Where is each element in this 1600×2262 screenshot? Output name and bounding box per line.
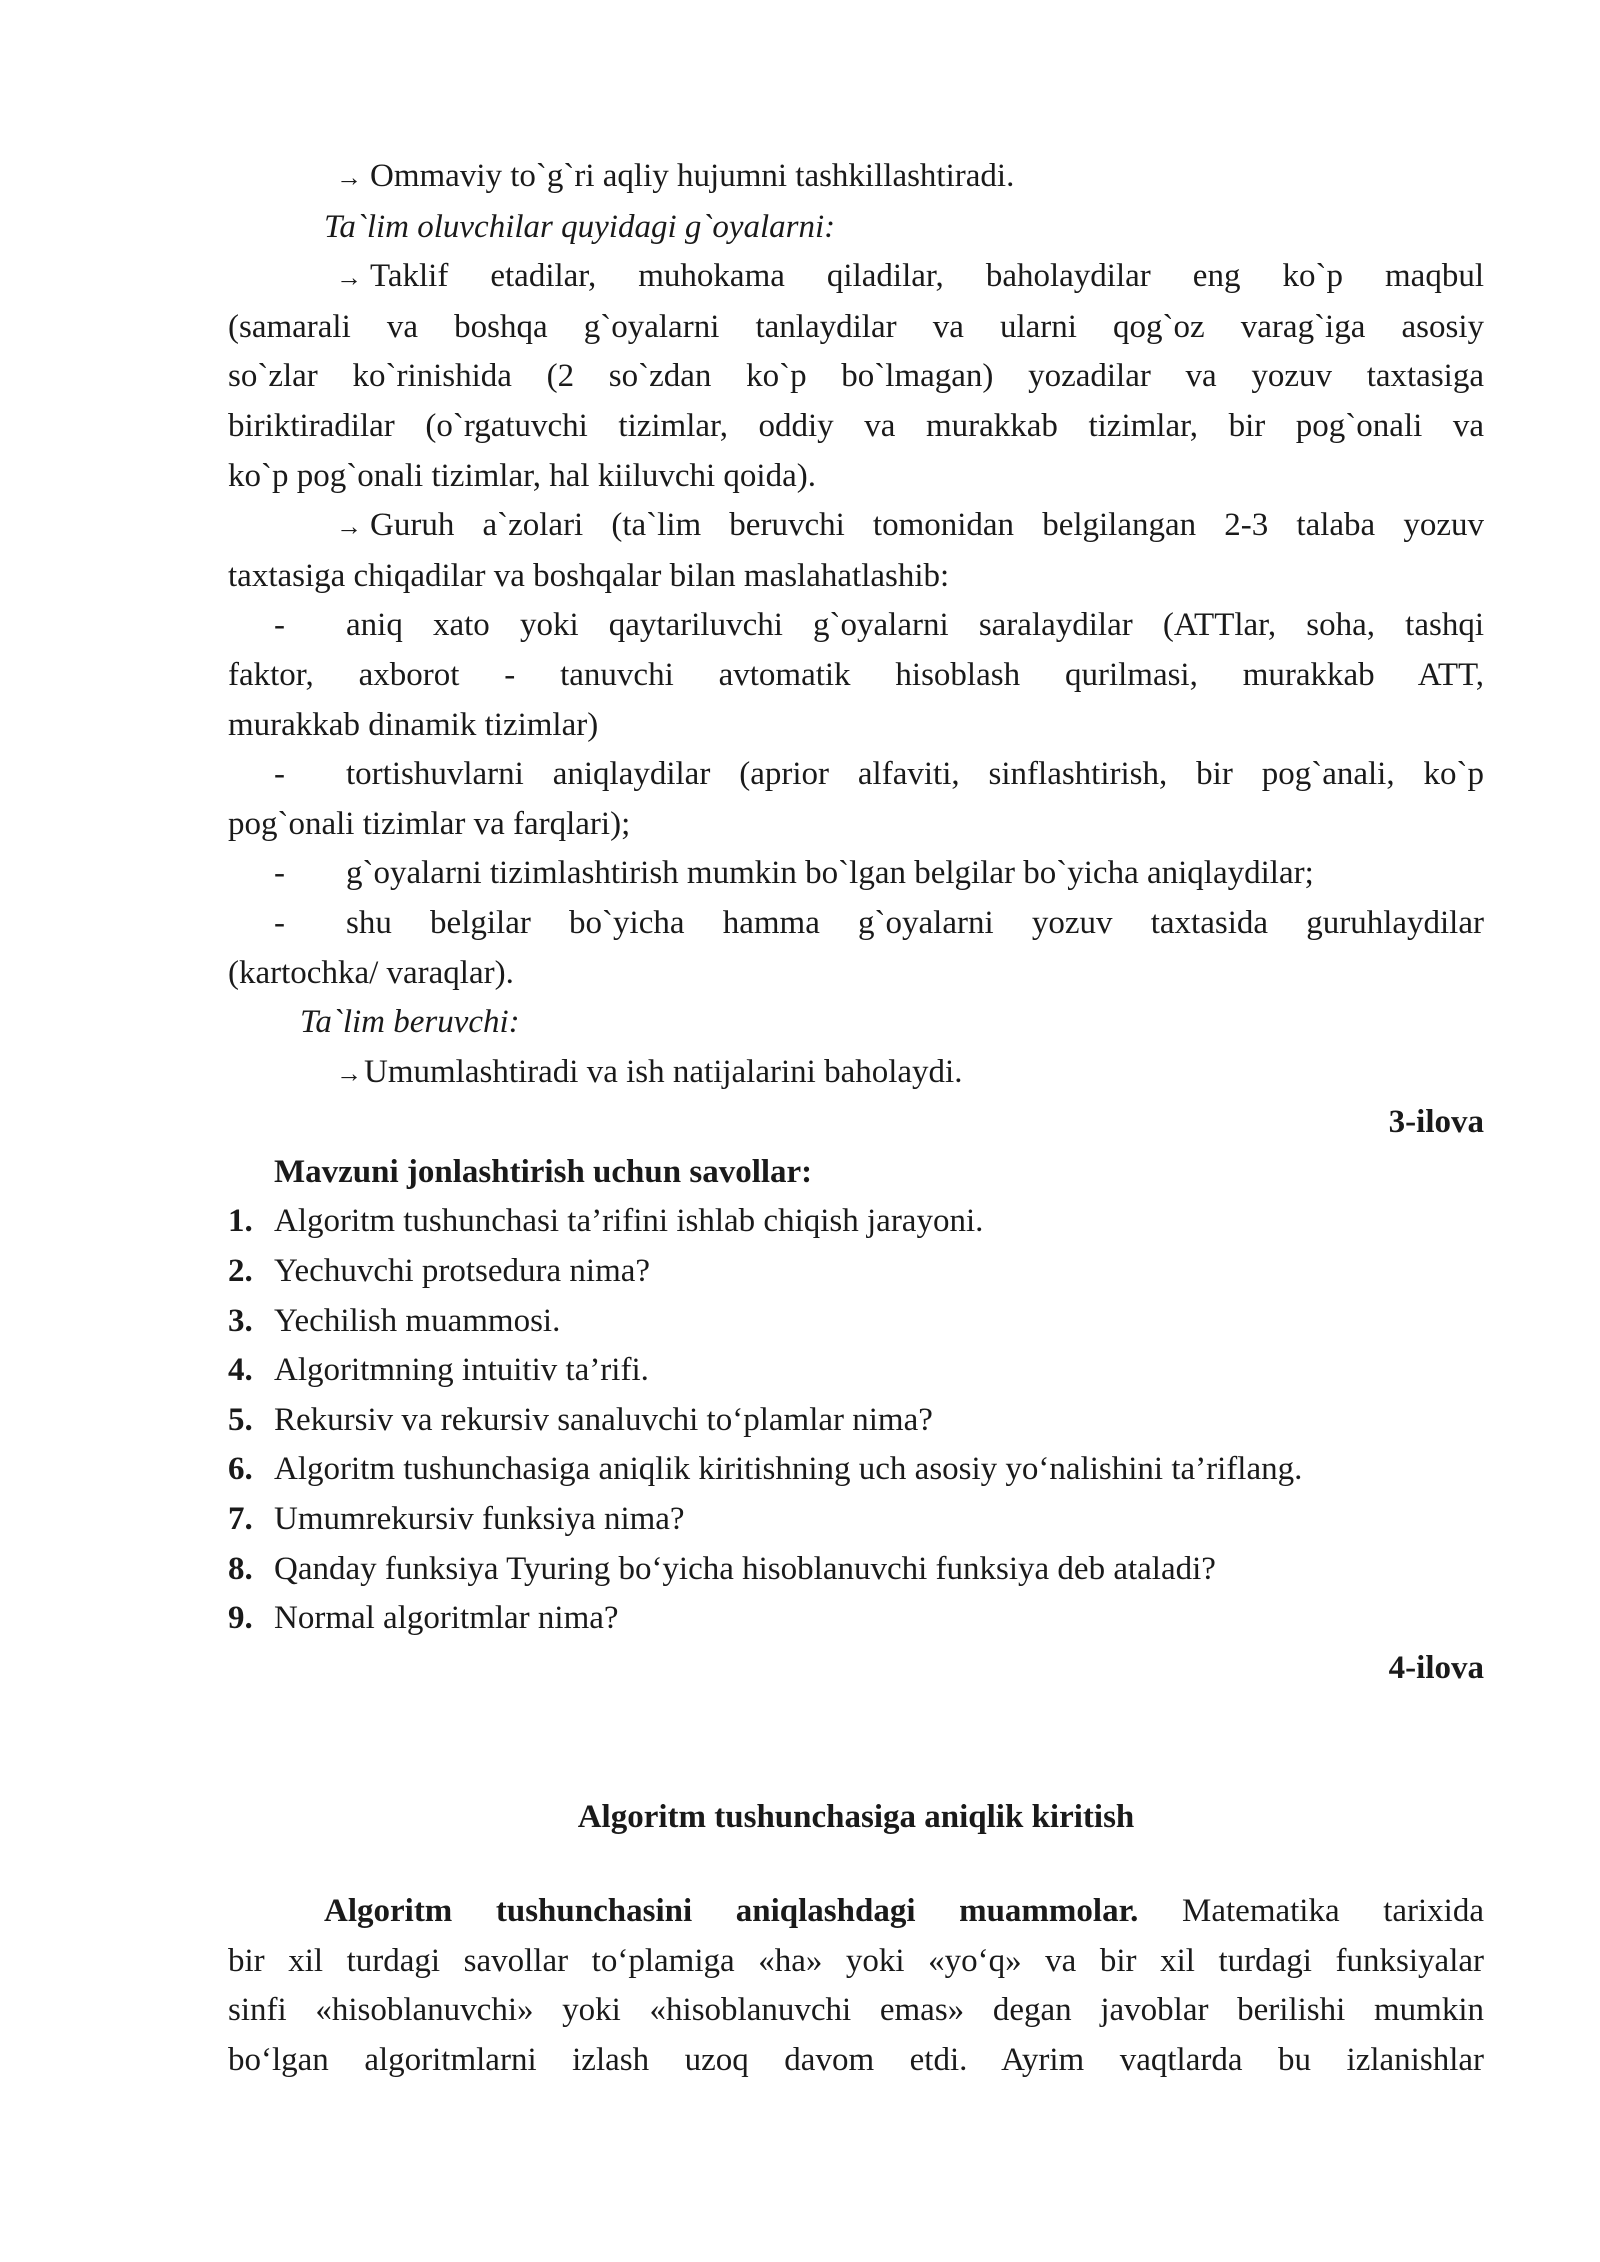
learners-heading: Ta`lim oluvchilar quyidagi g`oyalarni: xyxy=(324,208,836,245)
dash-item-3 xyxy=(228,849,1484,899)
question-text: Umumrekursiv funksiya nima? xyxy=(274,1501,685,1538)
dash-item-4-line xyxy=(228,899,1484,949)
question-number: 6. xyxy=(228,1451,253,1488)
annex-4-label: 4-ilova xyxy=(1388,1649,1484,1686)
spacer xyxy=(228,1693,1484,1793)
question-text: Qanday funksiya Tyuring bo‘yicha hisoblanuvchi funksiya deb ataladi? xyxy=(274,1550,1216,1587)
page-text xyxy=(228,152,1484,2085)
arrow-item-2-line: biriktiradilar (o`rgatuvchi tizimlar, oddiy va murakkab tizimlar, bir pog`onali va xyxy=(228,407,1484,444)
right-arrow-icon: → xyxy=(336,1058,362,1088)
dash-item-1-line xyxy=(228,601,1484,651)
arrow-item-3-line: taxtasiga chiqadilar va boshqalar bilan maslahatlashib: xyxy=(228,557,950,594)
dash-item-2-line xyxy=(228,750,1484,800)
dash-item-2-text: tortishuvlarni aniqlaydilar (aprior alfaviti, sinflashtirish, bir pog`anali, ko`p xyxy=(346,756,1484,793)
dash-item-3-text: g`oyalarni tizimlashtirish mumkin bo`lgan belgilar bo`yicha aniqlaydilar; xyxy=(346,855,1314,892)
paragraph-text: Matematika tarixida xyxy=(1138,1893,1484,1929)
paragraph-line: bir xil turdagi savollar to‘plamiga «ha» yoki «yo‘q» va bir xil turdagi funksiyalar xyxy=(228,1942,1484,1979)
annex-3-label: 3-ilova xyxy=(1388,1104,1484,1141)
arrow-item-2-text: Taklif etadilar, muhokama qiladilar, baholaydilar eng ko`p maqbul xyxy=(370,258,1484,295)
question-number: 5. xyxy=(228,1401,253,1438)
dash-item-4 xyxy=(228,899,1484,998)
list-item xyxy=(228,1346,1484,1396)
list-item xyxy=(228,1247,1484,1297)
dash-item-1-line: murakkab dinamik tizimlar) xyxy=(228,706,599,743)
arrow-item-4-text: Umumlashtiradi va ish natijalarini baholaydi. xyxy=(364,1053,963,1090)
arrow-item-1-text: Ommaviy to`g`ri aqliy hujumni tashkillashtiradi. xyxy=(370,158,1015,194)
arrow-item-2-line: (samarali va boshqa g`oyalarni tanlaydilar va ularni qog`oz varag`iga asosiy xyxy=(228,308,1484,345)
question-number: 7. xyxy=(228,1501,253,1538)
question-text: Algoritm tushunchasiga aniqlik kiritishning uch asosiy yo‘nalishini ta’riflang. xyxy=(274,1451,1303,1488)
questions-list xyxy=(228,1197,1484,1643)
question-text: Algoritm tushunchasi ta’rifini ishlab chiqish jarayoni. xyxy=(274,1203,984,1240)
question-text: Normal algoritmlar nima? xyxy=(274,1600,619,1637)
arrow-item-1 xyxy=(228,152,1484,203)
dash-item-1-line: faktor, axborot - tanuvchi avtomatik hisoblash qurilmasi, murakkab ATT, xyxy=(228,656,1484,693)
dash-marker: - xyxy=(274,756,285,793)
right-arrow-icon: → xyxy=(336,263,362,293)
question-number: 9. xyxy=(228,1600,253,1637)
dash-item-1 xyxy=(228,601,1484,750)
list-item xyxy=(228,1297,1484,1347)
questions-heading: Mavzuni jonlashtirish uchun savollar: xyxy=(274,1153,813,1190)
paragraph-line: sinfi «hisoblanuvchi» yoki «hisoblanuvchi emas» degan javoblar berilishi mumkin xyxy=(228,1992,1484,2029)
list-item xyxy=(228,1445,1484,1495)
dash-item-2 xyxy=(228,750,1484,849)
arrow-item-3-line xyxy=(228,501,1484,552)
list-item xyxy=(228,1197,1484,1247)
question-number: 3. xyxy=(228,1302,253,1339)
list-item xyxy=(228,1495,1484,1545)
right-arrow-icon: → xyxy=(336,512,362,542)
dash-item-1-text: aniq xato yoki qaytariluvchi g`oyalarni saralaydilar (ATTlar, soha, tashqi xyxy=(346,607,1484,644)
arrow-item-2-line: ko`p pog`onali tizimlar, hal kiiluvchi qoida). xyxy=(228,457,816,494)
dash-marker: - xyxy=(274,855,285,892)
dash-item-2-line: pog`onali tizimlar va farqlari); xyxy=(228,805,631,842)
dash-marker: - xyxy=(274,904,285,941)
paragraph-line: bo‘lgan algoritmlarni izlash uzoq davom etdi. Ayrim vaqtlarda bu izlanishlar xyxy=(228,2041,1484,2078)
question-text: Yechilish muammosi. xyxy=(274,1302,561,1339)
section-title: Algoritm tushunchasiga aniqlik kiritish xyxy=(577,1799,1135,1836)
list-item xyxy=(228,1594,1484,1644)
question-number: 2. xyxy=(228,1253,253,1290)
paragraph-lead: Algoritm tushunchasini aniqlashdagi muammolar. xyxy=(324,1893,1139,1929)
right-arrow-icon: → xyxy=(336,163,362,192)
arrow-item-3 xyxy=(228,501,1484,601)
arrow-item-2-line: so`zlar ko`rinishida (2 so`zdan ko`p bo`lmagan) yozadilar va yozuv taxtasiga xyxy=(228,358,1484,395)
question-text: Yechuvchi protsedura nima? xyxy=(274,1253,651,1290)
arrow-item-4 xyxy=(228,1048,1484,1099)
question-number: 1. xyxy=(228,1203,253,1240)
body-paragraph xyxy=(228,1887,1484,2085)
arrow-item-2 xyxy=(228,252,1484,501)
arrow-item-3-text: Guruh a`zolari (ta`lim beruvchi tomonidan belgilangan 2-3 talaba yozuv xyxy=(370,507,1484,544)
list-item xyxy=(228,1396,1484,1446)
question-number: 4. xyxy=(228,1352,253,1389)
question-text: Algoritmning intuitiv ta’rifi. xyxy=(274,1352,649,1389)
dash-item-4-text: shu belgilar bo`yicha hamma g`oyalarni yozuv taxtasida guruhlaydilar xyxy=(346,904,1484,941)
question-number: 8. xyxy=(228,1550,253,1587)
dash-marker: - xyxy=(274,607,285,644)
teacher-heading: Ta`lim beruvchi: xyxy=(300,1004,520,1041)
dash-item-4-line: (kartochka/ varaqlar). xyxy=(228,954,514,991)
list-item xyxy=(228,1545,1484,1595)
paragraph-line xyxy=(228,1887,1484,1937)
spacer xyxy=(228,1843,1484,1887)
arrow-item-2-line xyxy=(228,252,1484,303)
question-text: Rekursiv va rekursiv sanaluvchi to‘plamlar nima? xyxy=(274,1401,933,1438)
